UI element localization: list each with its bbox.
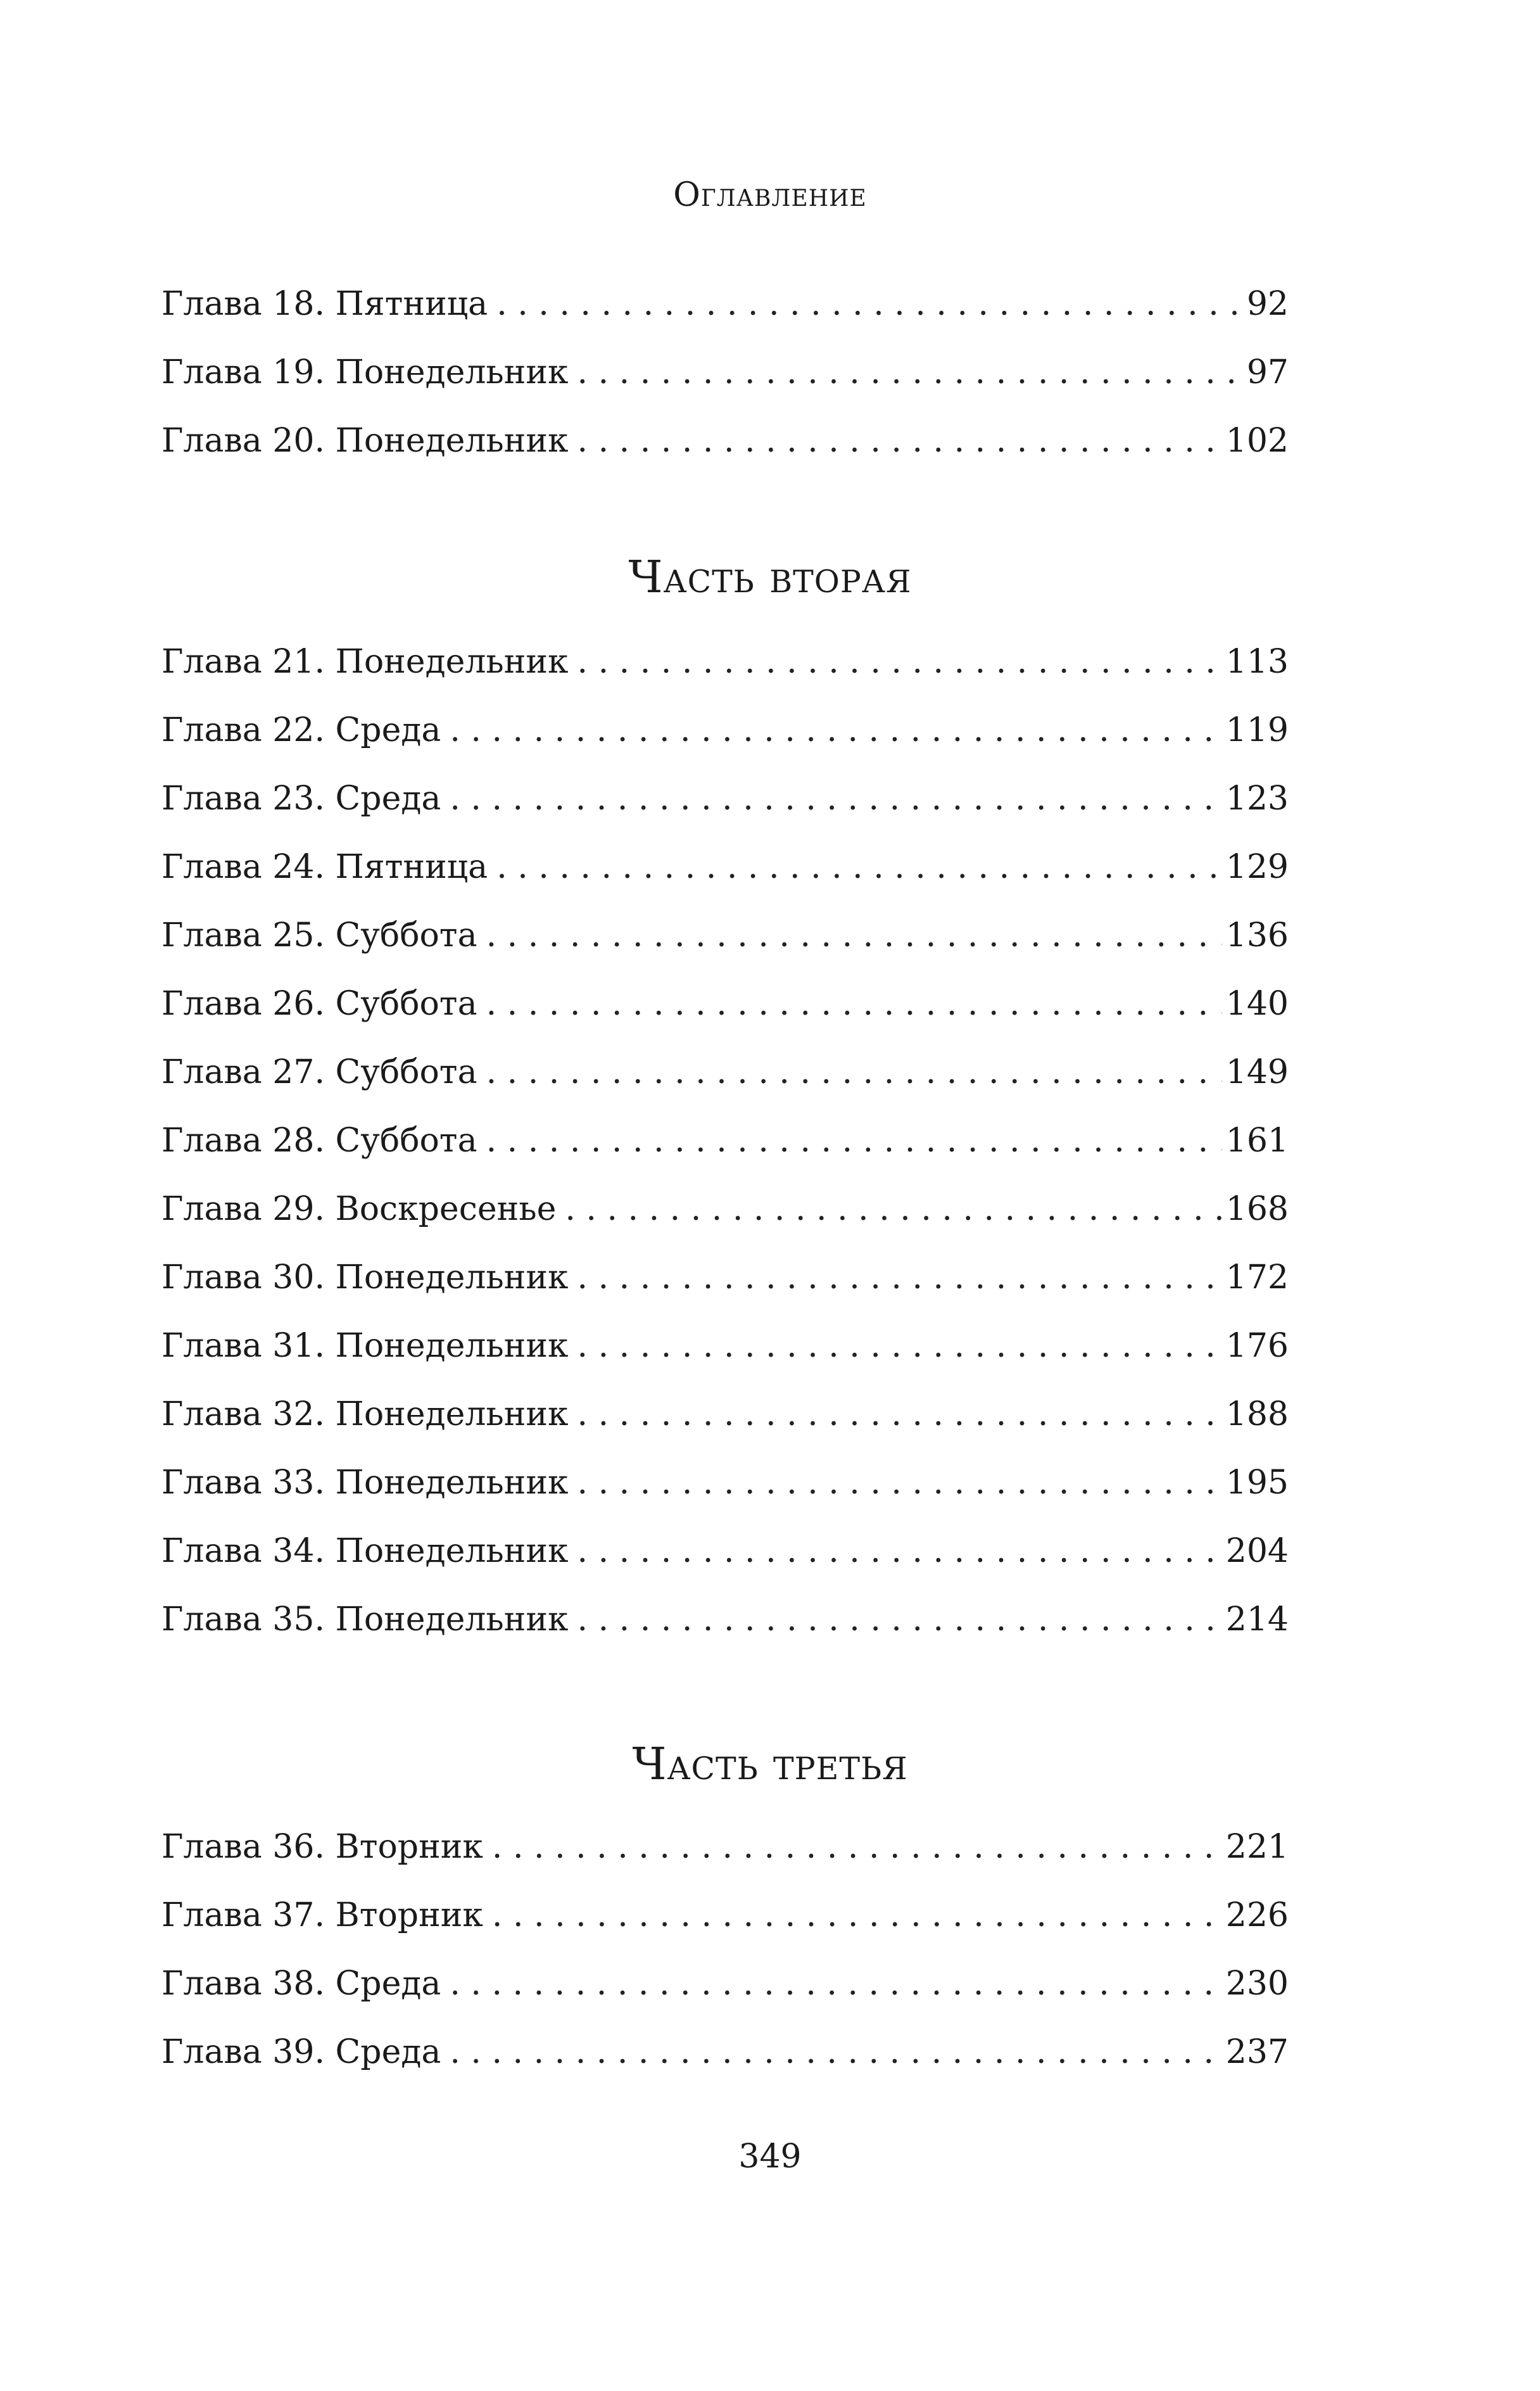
dot-leader [496, 270, 1243, 338]
running-head: Оглавление [673, 176, 867, 214]
toc-entry[interactable] [161, 1038, 1289, 1107]
dot-leader [578, 1380, 1222, 1449]
toc-entry-title: Глава 32. Понедельник [161, 1395, 569, 1433]
toc-entry-title: Глава 34. Понедельник [161, 1532, 569, 1570]
toc-entry-title: Глава 25. Суббота [161, 916, 477, 954]
toc-entry[interactable] [161, 628, 1289, 696]
toc-entry-page: 123 [1225, 780, 1289, 818]
part-two-heading: Часть вторая [628, 551, 912, 603]
toc-entry[interactable] [161, 1107, 1289, 1175]
toc-entry-title: Глава 38. Среда [161, 1965, 441, 2003]
toc-entry[interactable] [161, 2018, 1289, 2086]
toc-entry-title: Глава 23. Среда [161, 780, 441, 818]
toc-entry-page: 140 [1225, 985, 1289, 1023]
toc-entry-page: 161 [1225, 1122, 1289, 1160]
dot-leader [492, 1881, 1222, 1950]
toc-entry-title: Глава 26. Суббота [161, 985, 477, 1023]
toc-entry-page: 97 [1246, 353, 1289, 391]
toc-entry[interactable] [161, 833, 1289, 901]
dot-leader [486, 970, 1222, 1038]
toc-entry[interactable] [161, 1881, 1289, 1950]
dot-leader [578, 1517, 1222, 1585]
toc-entry[interactable] [161, 970, 1289, 1038]
toc-entry[interactable] [161, 1380, 1289, 1449]
toc-entry-title: Глава 19. Понедельник [161, 353, 569, 391]
dot-leader [450, 2018, 1221, 2086]
dot-leader [450, 764, 1221, 833]
toc-entry-title: Глава 20. Понедельник [161, 422, 569, 460]
toc-entry-title: Глава 18. Пятница [161, 285, 488, 323]
toc-entry-page: 129 [1225, 848, 1289, 886]
toc-entry-page: 195 [1225, 1464, 1289, 1502]
toc-entry[interactable] [161, 1585, 1289, 1654]
toc-entry[interactable] [161, 1175, 1289, 1243]
toc-entry[interactable] [161, 901, 1289, 970]
toc-entry[interactable] [161, 338, 1289, 407]
dot-leader [578, 1243, 1222, 1312]
toc-entry[interactable] [161, 1517, 1289, 1585]
toc-entry-page: 214 [1225, 1601, 1289, 1639]
toc-entry-page: 237 [1225, 2033, 1289, 2071]
toc-entry[interactable] [161, 1449, 1289, 1517]
toc-entry-page: 119 [1225, 711, 1289, 749]
toc-section-1 [161, 270, 1289, 475]
toc-entry[interactable] [161, 1312, 1289, 1380]
toc-entry-title: Глава 27. Суббота [161, 1053, 477, 1091]
page-number: 349 [738, 2138, 802, 2176]
dot-leader [565, 1175, 1221, 1243]
dot-leader [578, 338, 1243, 407]
dot-leader [486, 1107, 1222, 1175]
toc-entry[interactable] [161, 407, 1289, 475]
dot-leader [578, 1449, 1222, 1517]
toc-entry[interactable] [161, 270, 1289, 338]
dot-leader [486, 901, 1222, 970]
dot-leader [578, 628, 1222, 696]
dot-leader [450, 1950, 1221, 2018]
toc-entry-title: Глава 39. Среда [161, 2033, 441, 2071]
toc-entry-page: 230 [1225, 1965, 1289, 2003]
toc-entry-title: Глава 24. Пятница [161, 848, 488, 886]
toc-entry-page: 136 [1225, 916, 1289, 954]
dot-leader [578, 1312, 1222, 1380]
toc-entry-title: Глава 21. Понедельник [161, 643, 569, 681]
toc-entry-page: 92 [1246, 285, 1289, 323]
toc-entry-page: 188 [1225, 1395, 1289, 1433]
dot-leader [578, 407, 1222, 475]
toc-entry-title: Глава 29. Воскресенье [161, 1190, 557, 1228]
toc-entry-page: 102 [1225, 422, 1289, 460]
toc-entry-page: 221 [1225, 1828, 1289, 1866]
dot-leader [486, 1038, 1222, 1107]
part-three-heading: Часть третья [632, 1738, 908, 1790]
dot-leader [578, 1585, 1222, 1654]
dot-leader [492, 1813, 1222, 1881]
dot-leader [496, 833, 1222, 901]
toc-entry-page: 226 [1225, 1896, 1289, 1934]
toc-entry-title: Глава 31. Понедельник [161, 1327, 569, 1365]
dot-leader [450, 696, 1221, 764]
toc-entry-page: 149 [1225, 1053, 1289, 1091]
toc-entry[interactable] [161, 1243, 1289, 1312]
toc-entry-title: Глава 22. Среда [161, 711, 441, 749]
toc-entry[interactable] [161, 1950, 1289, 2018]
toc-entry-title: Глава 28. Суббота [161, 1122, 477, 1160]
toc-entry-page: 172 [1225, 1259, 1289, 1297]
toc-entry-page: 176 [1225, 1327, 1289, 1365]
toc-part-two [161, 628, 1289, 1654]
toc-entry[interactable] [161, 696, 1289, 764]
toc-entry-title: Глава 30. Понедельник [161, 1259, 569, 1297]
toc-entry-title: Глава 36. Вторник [161, 1828, 483, 1866]
toc-entry-page: 168 [1225, 1190, 1289, 1228]
toc-entry[interactable] [161, 764, 1289, 833]
toc-entry[interactable] [161, 1813, 1289, 1881]
toc-part-three [161, 1813, 1289, 2086]
toc-entry-title: Глава 33. Понедельник [161, 1464, 569, 1502]
toc-entry-page: 204 [1225, 1532, 1289, 1570]
toc-entry-title: Глава 35. Понедельник [161, 1601, 569, 1639]
toc-entry-title: Глава 37. Вторник [161, 1896, 483, 1934]
toc-entry-page: 113 [1225, 643, 1289, 681]
